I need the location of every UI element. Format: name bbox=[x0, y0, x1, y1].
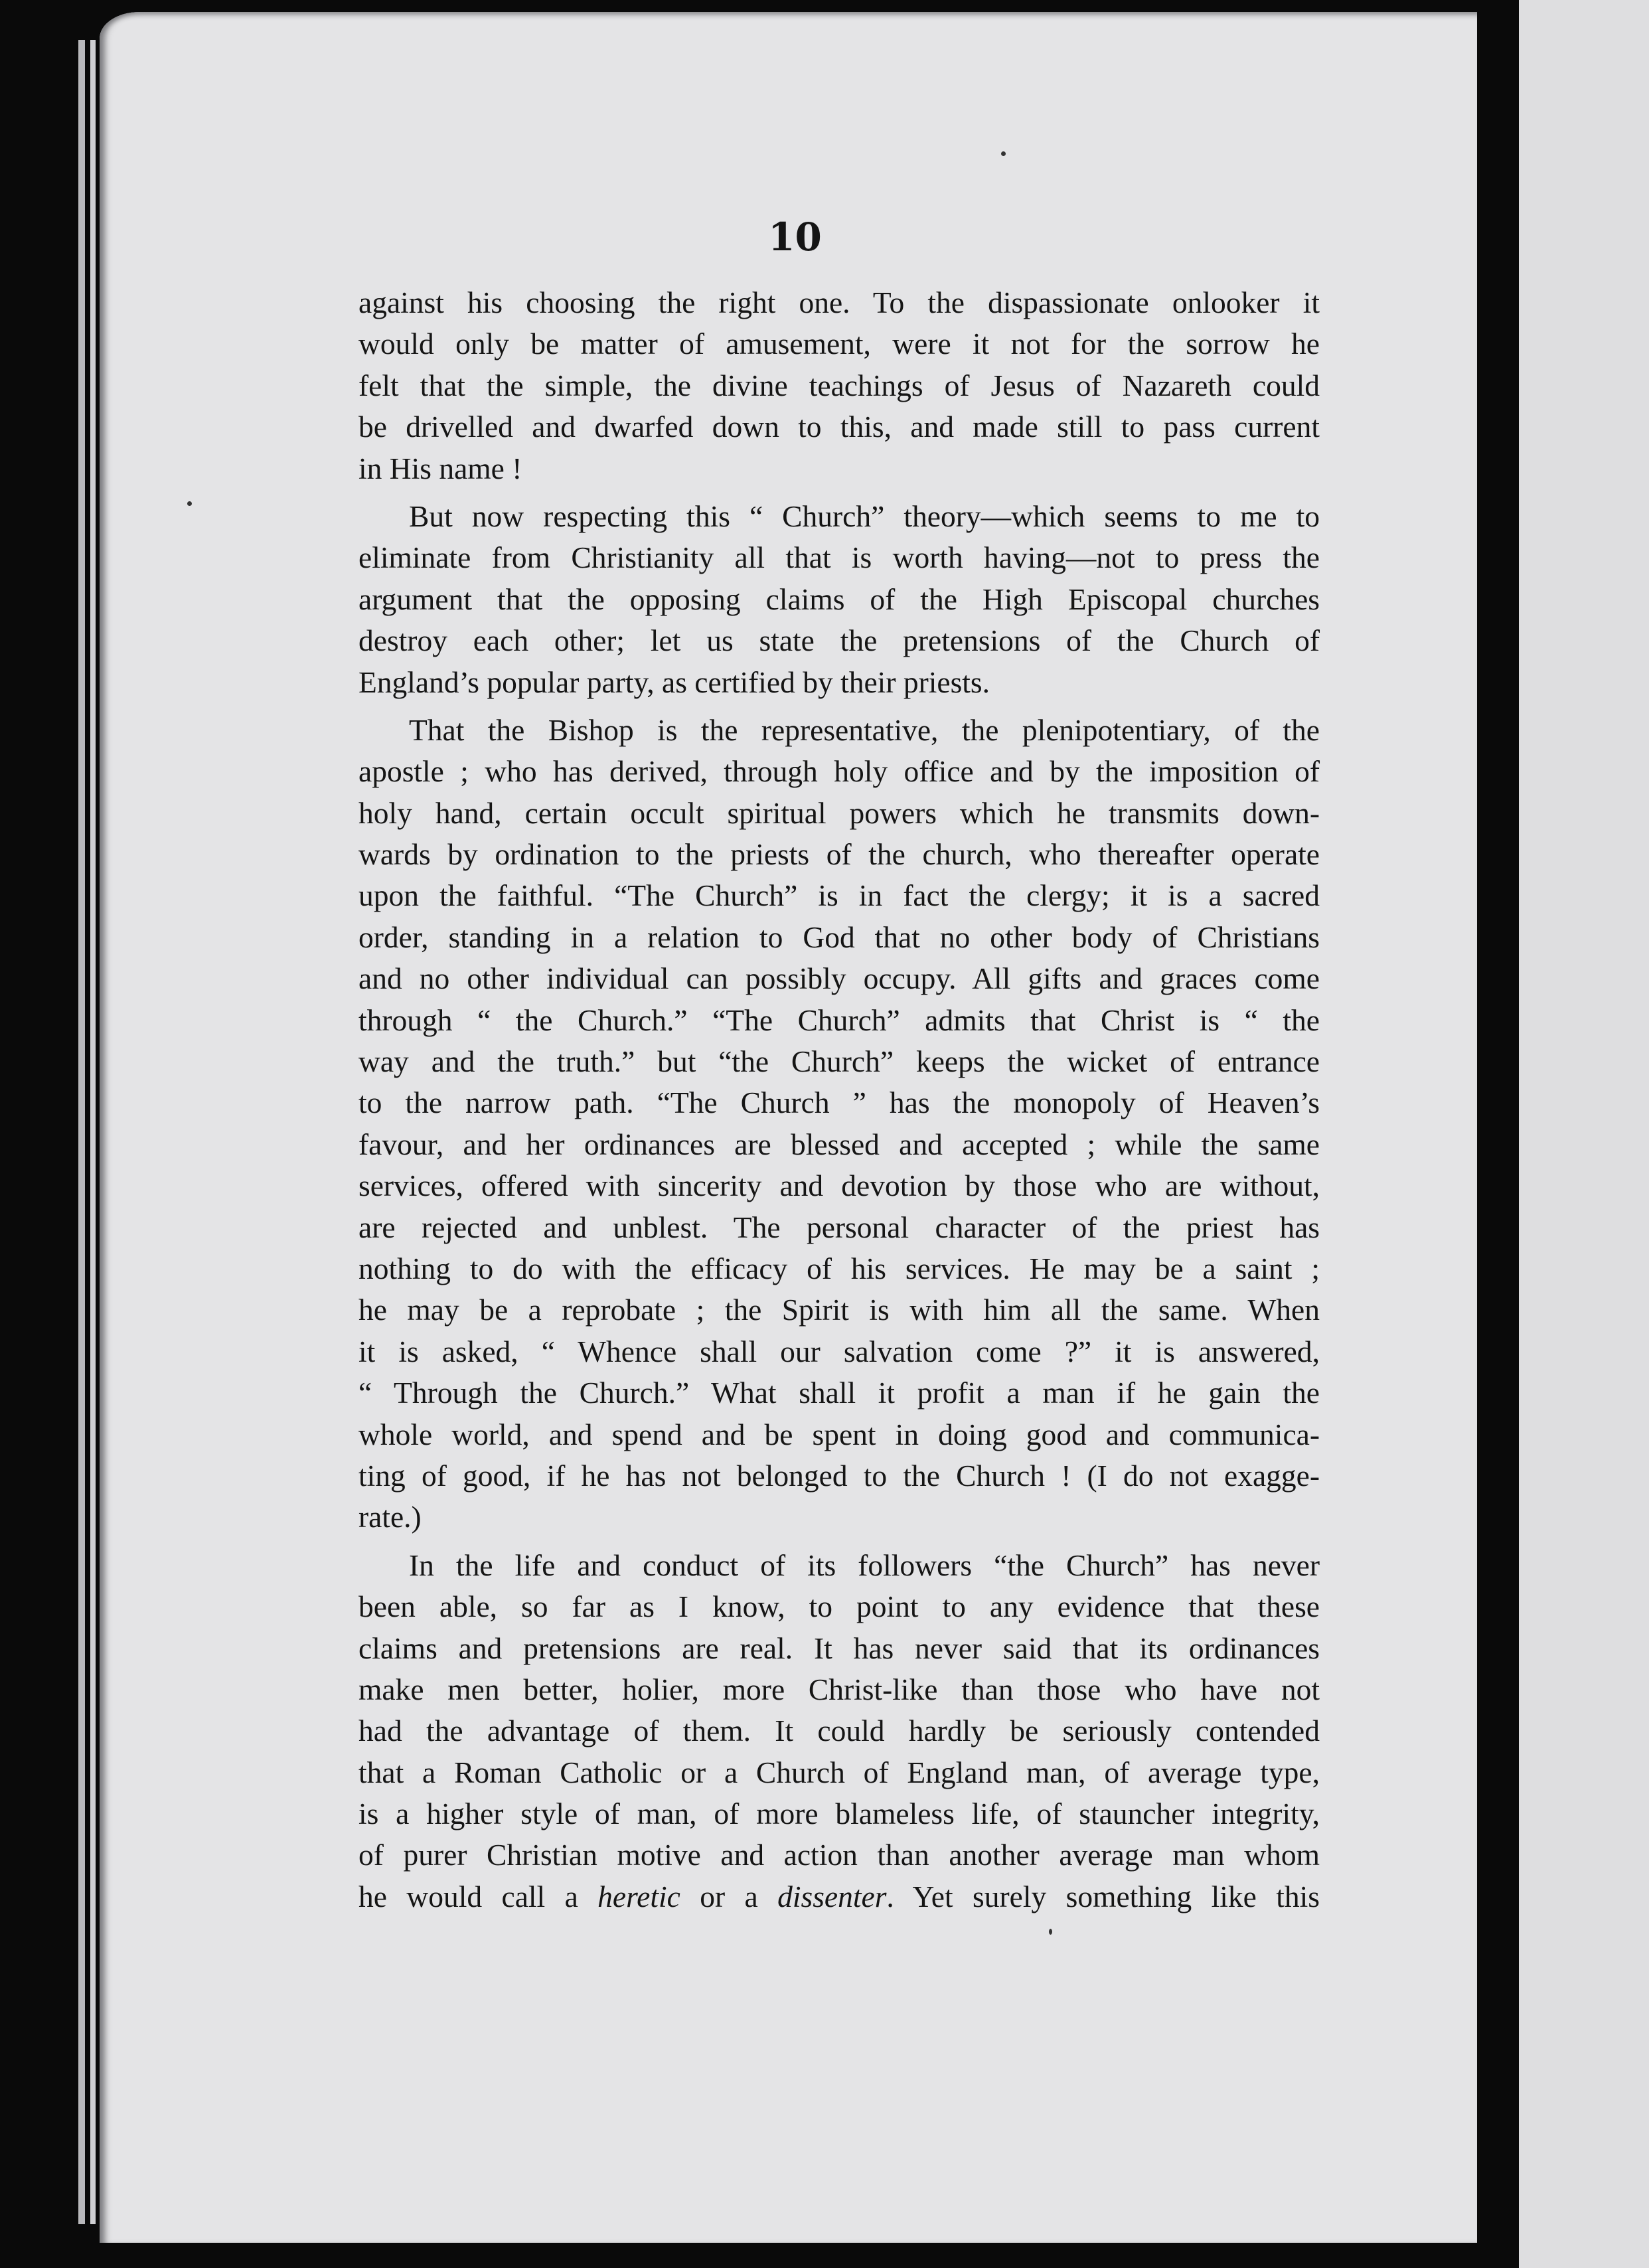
text-line: England’s popular party, as certified by their priests. bbox=[358, 665, 990, 699]
text-line: that a Roman Catholic or a Church of England man, of average type, bbox=[358, 1755, 1320, 1789]
text-line: order, standing in a relation to God that no other body of Christians bbox=[358, 920, 1320, 954]
text-line: wards by ordination to the priests of the church, who thereafter operate bbox=[358, 837, 1320, 872]
text-line: upon the faithful. “The Church” is in fact the clergy; it is a sacred bbox=[358, 878, 1320, 913]
text-line: it is asked, “ Whence shall our salvation come ?” it is answered, bbox=[358, 1334, 1320, 1368]
text-line: is a higher style of man, of more blameless life, of stauncher integrity, bbox=[358, 1797, 1320, 1831]
text-run: he would call a bbox=[358, 1879, 598, 1913]
facing-page-edge bbox=[1519, 0, 1649, 2268]
text-line: way and the truth.” but “the Church” keeps the wicket of entrance bbox=[358, 1044, 1320, 1079]
gutter-shadow bbox=[1479, 0, 1519, 2268]
text-line: services, offered with sincerity and devotion by those who are without, bbox=[358, 1169, 1320, 1203]
text-line: favour, and her ordinances are blessed and accepted ; while the same bbox=[358, 1127, 1320, 1161]
italic-word-heretic: heretic bbox=[597, 1879, 680, 1913]
text-line: That the Bishop is the representative, the plenipotentiary, of the bbox=[409, 712, 1320, 747]
text-line: of purer Christian motive and action than another average man whom bbox=[358, 1838, 1320, 1872]
paragraph-3 bbox=[358, 710, 1320, 1538]
italic-word-dissenter: dissenter bbox=[777, 1879, 887, 1913]
page-number: 10 bbox=[768, 214, 822, 260]
text-line: would only be matter of amusement, were it not for the sorrow he bbox=[358, 327, 1320, 361]
print-speck bbox=[1049, 1929, 1052, 1935]
text-line: through “ the Church.” “The Church” admits that Christ is “ the bbox=[358, 1003, 1320, 1037]
text-line: against his choosing the right one. To the dispassionate onlooker it bbox=[358, 285, 1320, 319]
text-line: in His name ! bbox=[358, 451, 522, 485]
text-line: he may be a reprobate ; the Spirit is with him all the same. When bbox=[358, 1293, 1320, 1327]
text-line-last bbox=[358, 1876, 1320, 1917]
paragraph-4 bbox=[358, 1545, 1320, 1918]
text-line: to the narrow path. “The Church ” has the monopoly of Heaven’s bbox=[358, 1086, 1320, 1120]
text-line: “ Through the Church.” What shall it profit a man if he gain the bbox=[358, 1376, 1320, 1410]
paragraph-2 bbox=[358, 496, 1320, 703]
text-line: In the life and conduct of its followers “the Church” has never bbox=[409, 1548, 1320, 1582]
paragraph-1 bbox=[358, 282, 1320, 489]
text-line: nothing to do with the efficacy of his services. He may be a saint ; bbox=[358, 1251, 1320, 1285]
body-text bbox=[358, 282, 1320, 1917]
text-line: are rejected and unblest. The personal character of the priest has bbox=[358, 1210, 1320, 1244]
print-speck bbox=[187, 501, 192, 506]
text-line: But now respecting this “ Church” theory—which seems to me to bbox=[409, 499, 1320, 533]
text-line: whole world, and spend and be spent in doing good and communica- bbox=[358, 1417, 1320, 1451]
page-edge-strip bbox=[90, 40, 96, 2224]
text-run: or a bbox=[680, 1879, 778, 1913]
page-edge-strip bbox=[78, 40, 85, 2224]
text-line: rate.) bbox=[358, 1500, 422, 1534]
text-line: ting of good, if he has not belonged to the Church ! (I do not exagge- bbox=[358, 1458, 1320, 1493]
text-line: eliminate from Christianity all that is worth having—not to press the bbox=[358, 540, 1320, 575]
text-line: make men better, holier, more Christ-like than those who have not bbox=[358, 1672, 1320, 1706]
text-line: and no other individual can possibly occupy. All gifts and graces come bbox=[358, 961, 1320, 996]
text-line: destroy each other; let us state the pretensions of the Church of bbox=[358, 623, 1320, 658]
text-line: argument that the opposing claims of the High Episcopal churches bbox=[358, 582, 1320, 616]
text-line: apostle ; who has derived, through holy office and by the imposition of bbox=[358, 754, 1320, 789]
text-line: been able, so far as I know, to point to any evidence that these bbox=[358, 1589, 1320, 1624]
print-speck bbox=[1001, 151, 1006, 156]
text-line: had the advantage of them. It could hardly be seriously contended bbox=[358, 1714, 1320, 1748]
text-line: holy hand, certain occult spiritual powers which he transmits down- bbox=[358, 795, 1320, 830]
text-line: be drivelled and dwarfed down to this, and made still to pass current bbox=[358, 410, 1320, 444]
text-run: . Yet surely something like this bbox=[886, 1879, 1320, 1913]
text-line: claims and pretensions are real. It has never said that its ordinances bbox=[358, 1631, 1320, 1665]
text-line: felt that the simple, the divine teachings of Jesus of Nazareth could bbox=[358, 368, 1320, 402]
